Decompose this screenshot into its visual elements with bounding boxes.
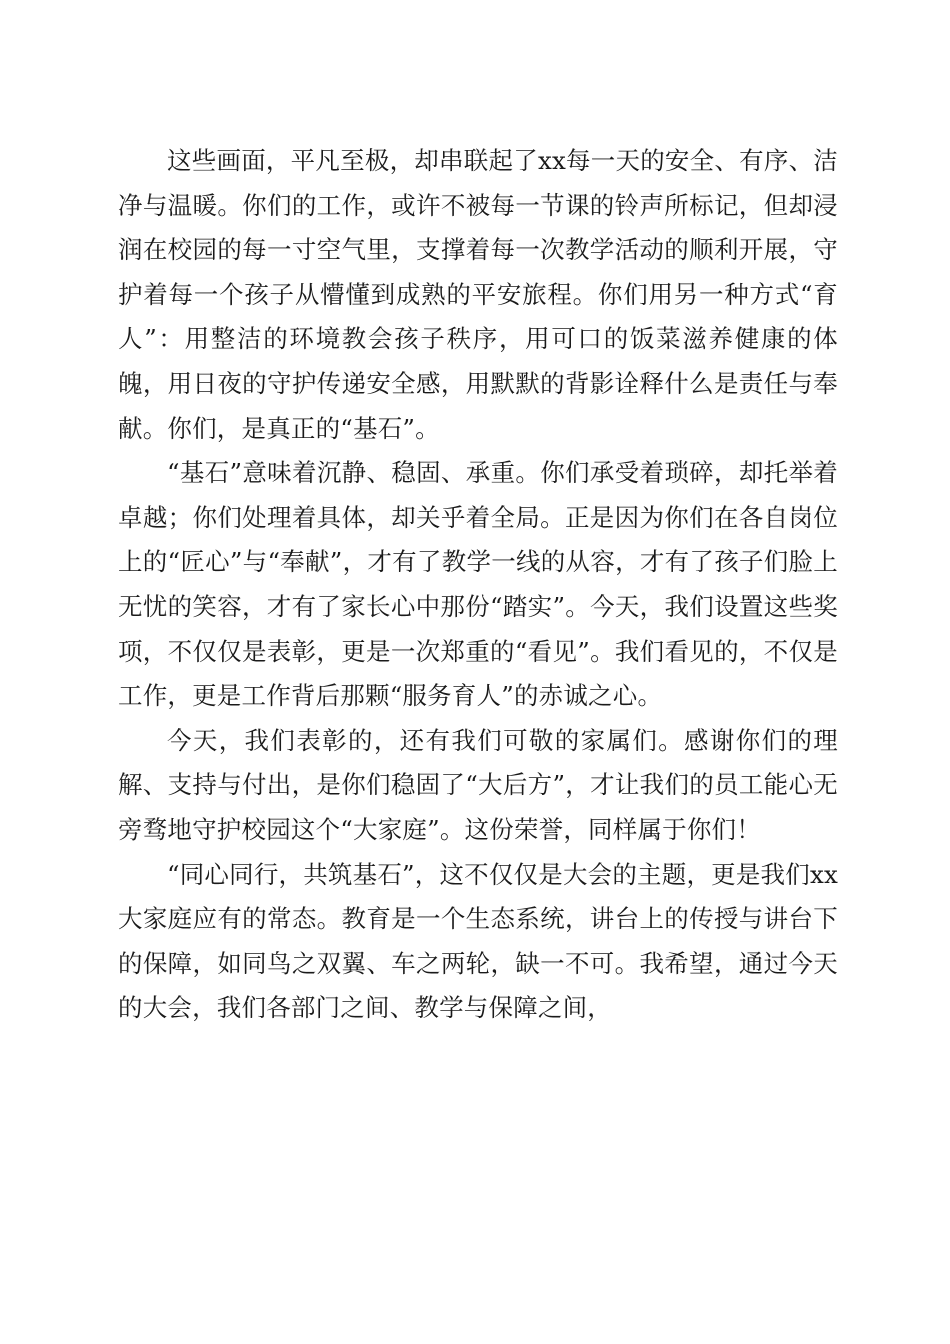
paragraph-3: 今天，我们表彰的，还有我们可敬的家属们。感谢你们的理解、支持与付出，是你们稳固了“大后方”，才让我们的员工能心无旁骛地守护校园这个“大家庭”。这份荣誉，同样属于你们！ [118, 725, 838, 844]
paragraph-1: 这些画面，平凡至极，却串联起了xx每一天的安全、有序、洁净与温暖。你们的工作，或许不被每一节课的铃声所标记，但却浸润在校园的每一寸空气里，支撑着每一次教学活动的顺利开展，守护着每一个孩子从懵懂到成熟的平安旅程。你们用另一种方式“育人”：用整洁的环境教会孩子秩序，用可口的饭菜滋养健康的体魄，用日夜的守护传递安全感，用默默的背影诠释什么是责任与奉献。你们，是真正的“基石”。 [118, 146, 838, 443]
paragraph-2: “基石”意味着沉静、稳固、承重。你们承受着琐碎，却托举着卓越；你们处理着具体，却关乎着全局。正是因为你们在各自岗位上的“匠心”与“奉献”，才有了教学一线的从容，才有了孩子们脸上无忧的笑容，才有了家长心中那份“踏实”。今天，我们设置这些奖项，不仅仅是表彰，更是一次郑重的“看见”。我们看见的，不仅是工作，更是工作背后那颗“服务育人”的赤诚之心。 [118, 458, 838, 711]
document-body [118, 139, 838, 1031]
paragraph-4: “同心同行，共筑基石”，这不仅仅是大会的主题，更是我们xx大家庭应有的常态。教育是一个生态系统，讲台上的传授与讲台下的保障，如同鸟之双翼、车之两轮，缺一不可。我希望，通过今天的大会，我们各部门之间、教学与保障之间， [118, 859, 838, 1023]
